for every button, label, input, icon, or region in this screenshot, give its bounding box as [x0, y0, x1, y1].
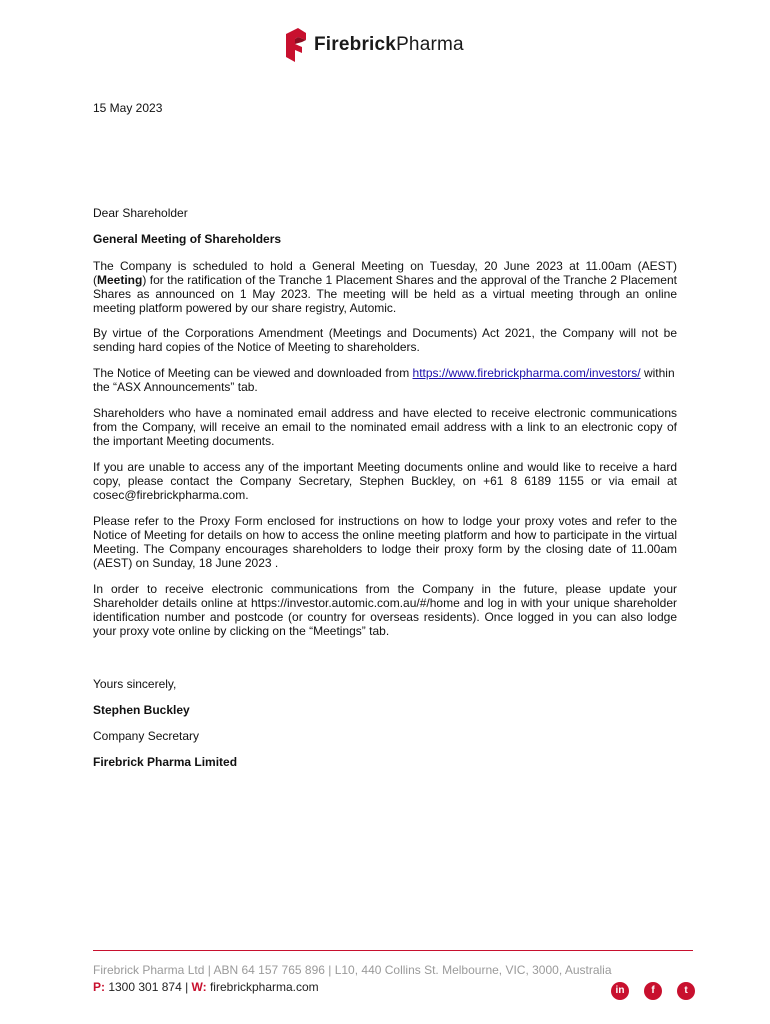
signer-title: Company Secretary	[93, 729, 200, 743]
footer-divider	[93, 950, 693, 951]
paragraph-meeting	[93, 259, 677, 315]
linkedin-icon[interactable]: in	[611, 982, 629, 1000]
investors-link[interactable]: https://www.firebrickpharma.com/investors/	[412, 366, 641, 380]
phone-number: 1300 301 874 |	[105, 980, 192, 994]
letter-closing: Yours sincerely,	[93, 677, 177, 691]
logo-light-text: Pharma	[396, 34, 464, 55]
paragraph-hard-copy: If you are unable to access any of the important Meeting documents online and would like to receive a hard copy, please contact the Company Secretary, Stephen Buckley, on +61 8 6189 1155 or via email at cosec@firebrickpharma.com.	[93, 460, 677, 502]
meeting-term: Meeting	[97, 273, 143, 287]
footer-address: Firebrick Pharma Ltd | ABN 64 157 765 896 | L10, 440 Collins St. Melbourne, VIC, 3000, Australia	[93, 963, 612, 977]
company-logo	[286, 28, 464, 62]
paragraph-text: within the “ASX Announcements” tab.	[93, 366, 675, 394]
letter-greeting: Dear Shareholder	[93, 206, 188, 220]
logo-flame-icon	[286, 28, 306, 62]
paragraph-electronic: Shareholders who have a nominated email address and have elected to receive electronic communications from the Company, will receive an email to the nominated email address with a link to an electronic copy of the important Meeting documents.	[93, 406, 677, 448]
web-label: W:	[191, 980, 207, 994]
paragraph-notice-download	[93, 366, 677, 394]
logo-wordmark	[314, 34, 464, 56]
facebook-icon[interactable]: f	[644, 982, 662, 1000]
paragraph-proxy: Please refer to the Proxy Form enclosed for instructions on how to lodge your proxy votes and refer to the Notice of Meeting for details on how to access the online meeting platform and how to participate in the virtual Meeting. The Company encourages shareholders to lodge their proxy form by the closing date of 11.00am (AEST) on Sunday, 18 June 2023 .	[93, 514, 677, 570]
paragraph-text: The Notice of Meeting can be viewed and downloaded from	[93, 366, 413, 380]
footer-contact	[93, 980, 319, 994]
phone-label: P:	[93, 980, 105, 994]
paragraph-text: The Company is scheduled to hold a General Meeting on Tuesday, 20 June 2023 at 11.00am (AEST) (	[93, 259, 677, 287]
company-name: Firebrick Pharma Limited	[93, 755, 238, 769]
paragraph-update-details: In order to receive electronic communications from the Company in the future, please update your Shareholder details online at https://investor.automic.com.au/#/home and log in with your unique shareholder identification number and postcode (or country for overseas residents). Once logged in you can also lodge your proxy vote online by clicking on the “Meetings” tab.	[93, 582, 677, 638]
paragraph-corporations-act: By virtue of the Corporations Amendment (Meetings and Documents) Act 2021, the Company will not be sending hard copies of the Notice of Meeting to shareholders.	[93, 326, 677, 354]
logo-bold-text: Firebrick	[314, 34, 397, 55]
letter-heading: General Meeting of Shareholders	[93, 232, 282, 246]
twitter-icon[interactable]: t	[677, 982, 695, 1000]
letter-date: 15 May 2023	[93, 101, 163, 115]
signer-name: Stephen Buckley	[93, 703, 190, 717]
paragraph-text: ) for the ratification of the Tranche 1 Placement Shares and the approval of the Tranche 2 Placement Shares as announced on 1 May 2023. The meeting will be held as a virtual meeting through an online meeting platform powered by our share registry, Automic.	[93, 273, 677, 315]
website: firebrickpharma.com	[206, 980, 319, 994]
